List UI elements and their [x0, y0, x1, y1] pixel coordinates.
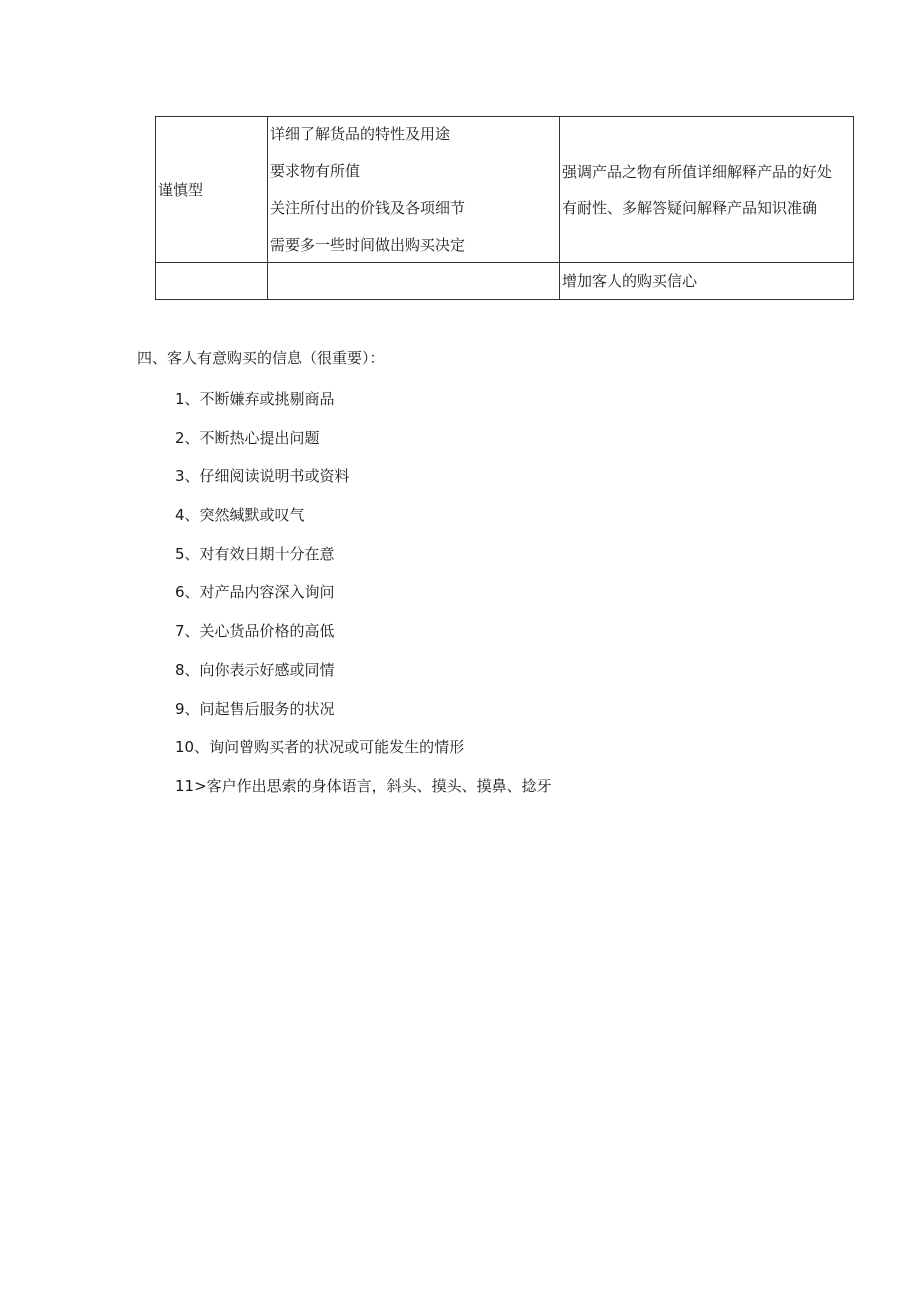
customer-type-label: 谨慎型 — [158, 180, 204, 199]
table-row — [156, 117, 854, 263]
trait-line: 详细了解货品的特性及用途 — [270, 125, 451, 143]
table-row — [156, 263, 854, 300]
list-item: 7、关心货品价格的高低 — [175, 622, 335, 641]
list-item: 2、不断热心提出问题 — [175, 428, 320, 447]
list-item: 4、突然缄默或叹气 — [175, 506, 305, 525]
strategy-line: 增加客人的购买信心 — [562, 272, 698, 290]
customer-type-cell-empty — [156, 263, 268, 300]
list-item: 8、向你表示好感或同情 — [175, 660, 335, 679]
customer-type-table — [155, 116, 854, 300]
section-heading: 四、客人有意购买的信息（很重要）： — [137, 349, 385, 367]
traits-cell — [268, 117, 560, 263]
list-item: 11>客户作出思索的身体语言，斜头、摸头、摸鼻、捻牙 — [175, 776, 552, 795]
list-item: 1、不断嫌弃或挑剔商品 — [175, 390, 335, 408]
list-item: 10、询问曾购买者的状况或可能发生的情形 — [175, 738, 465, 757]
traits-cell-empty — [268, 263, 560, 300]
list-item: 5、对有效日期十分在意 — [175, 544, 335, 563]
list-item: 6、对产品内容深入询问 — [175, 583, 335, 602]
list-item: 3、仔细阅读说明书或资料 — [175, 467, 350, 486]
strategy-cell — [560, 263, 854, 300]
customer-type-table-wrap — [155, 116, 853, 300]
list-item: 9、问起售后服务的状况 — [175, 699, 335, 718]
trait-line: 需要多一些时间做出购买决定 — [270, 236, 466, 254]
purchase-signal-list — [175, 388, 552, 814]
strategy-line: 有耐性、多解答疑问解释产品知识准确 — [562, 198, 818, 217]
trait-line: 要求物有所值 — [270, 162, 361, 180]
customer-type-cell — [156, 117, 268, 263]
strategy-line: 强调产品之物有所值详细解释产品的好处 — [562, 162, 833, 181]
trait-line: 关注所付出的价钱及各项细节 — [270, 199, 466, 217]
strategy-cell — [560, 117, 854, 263]
